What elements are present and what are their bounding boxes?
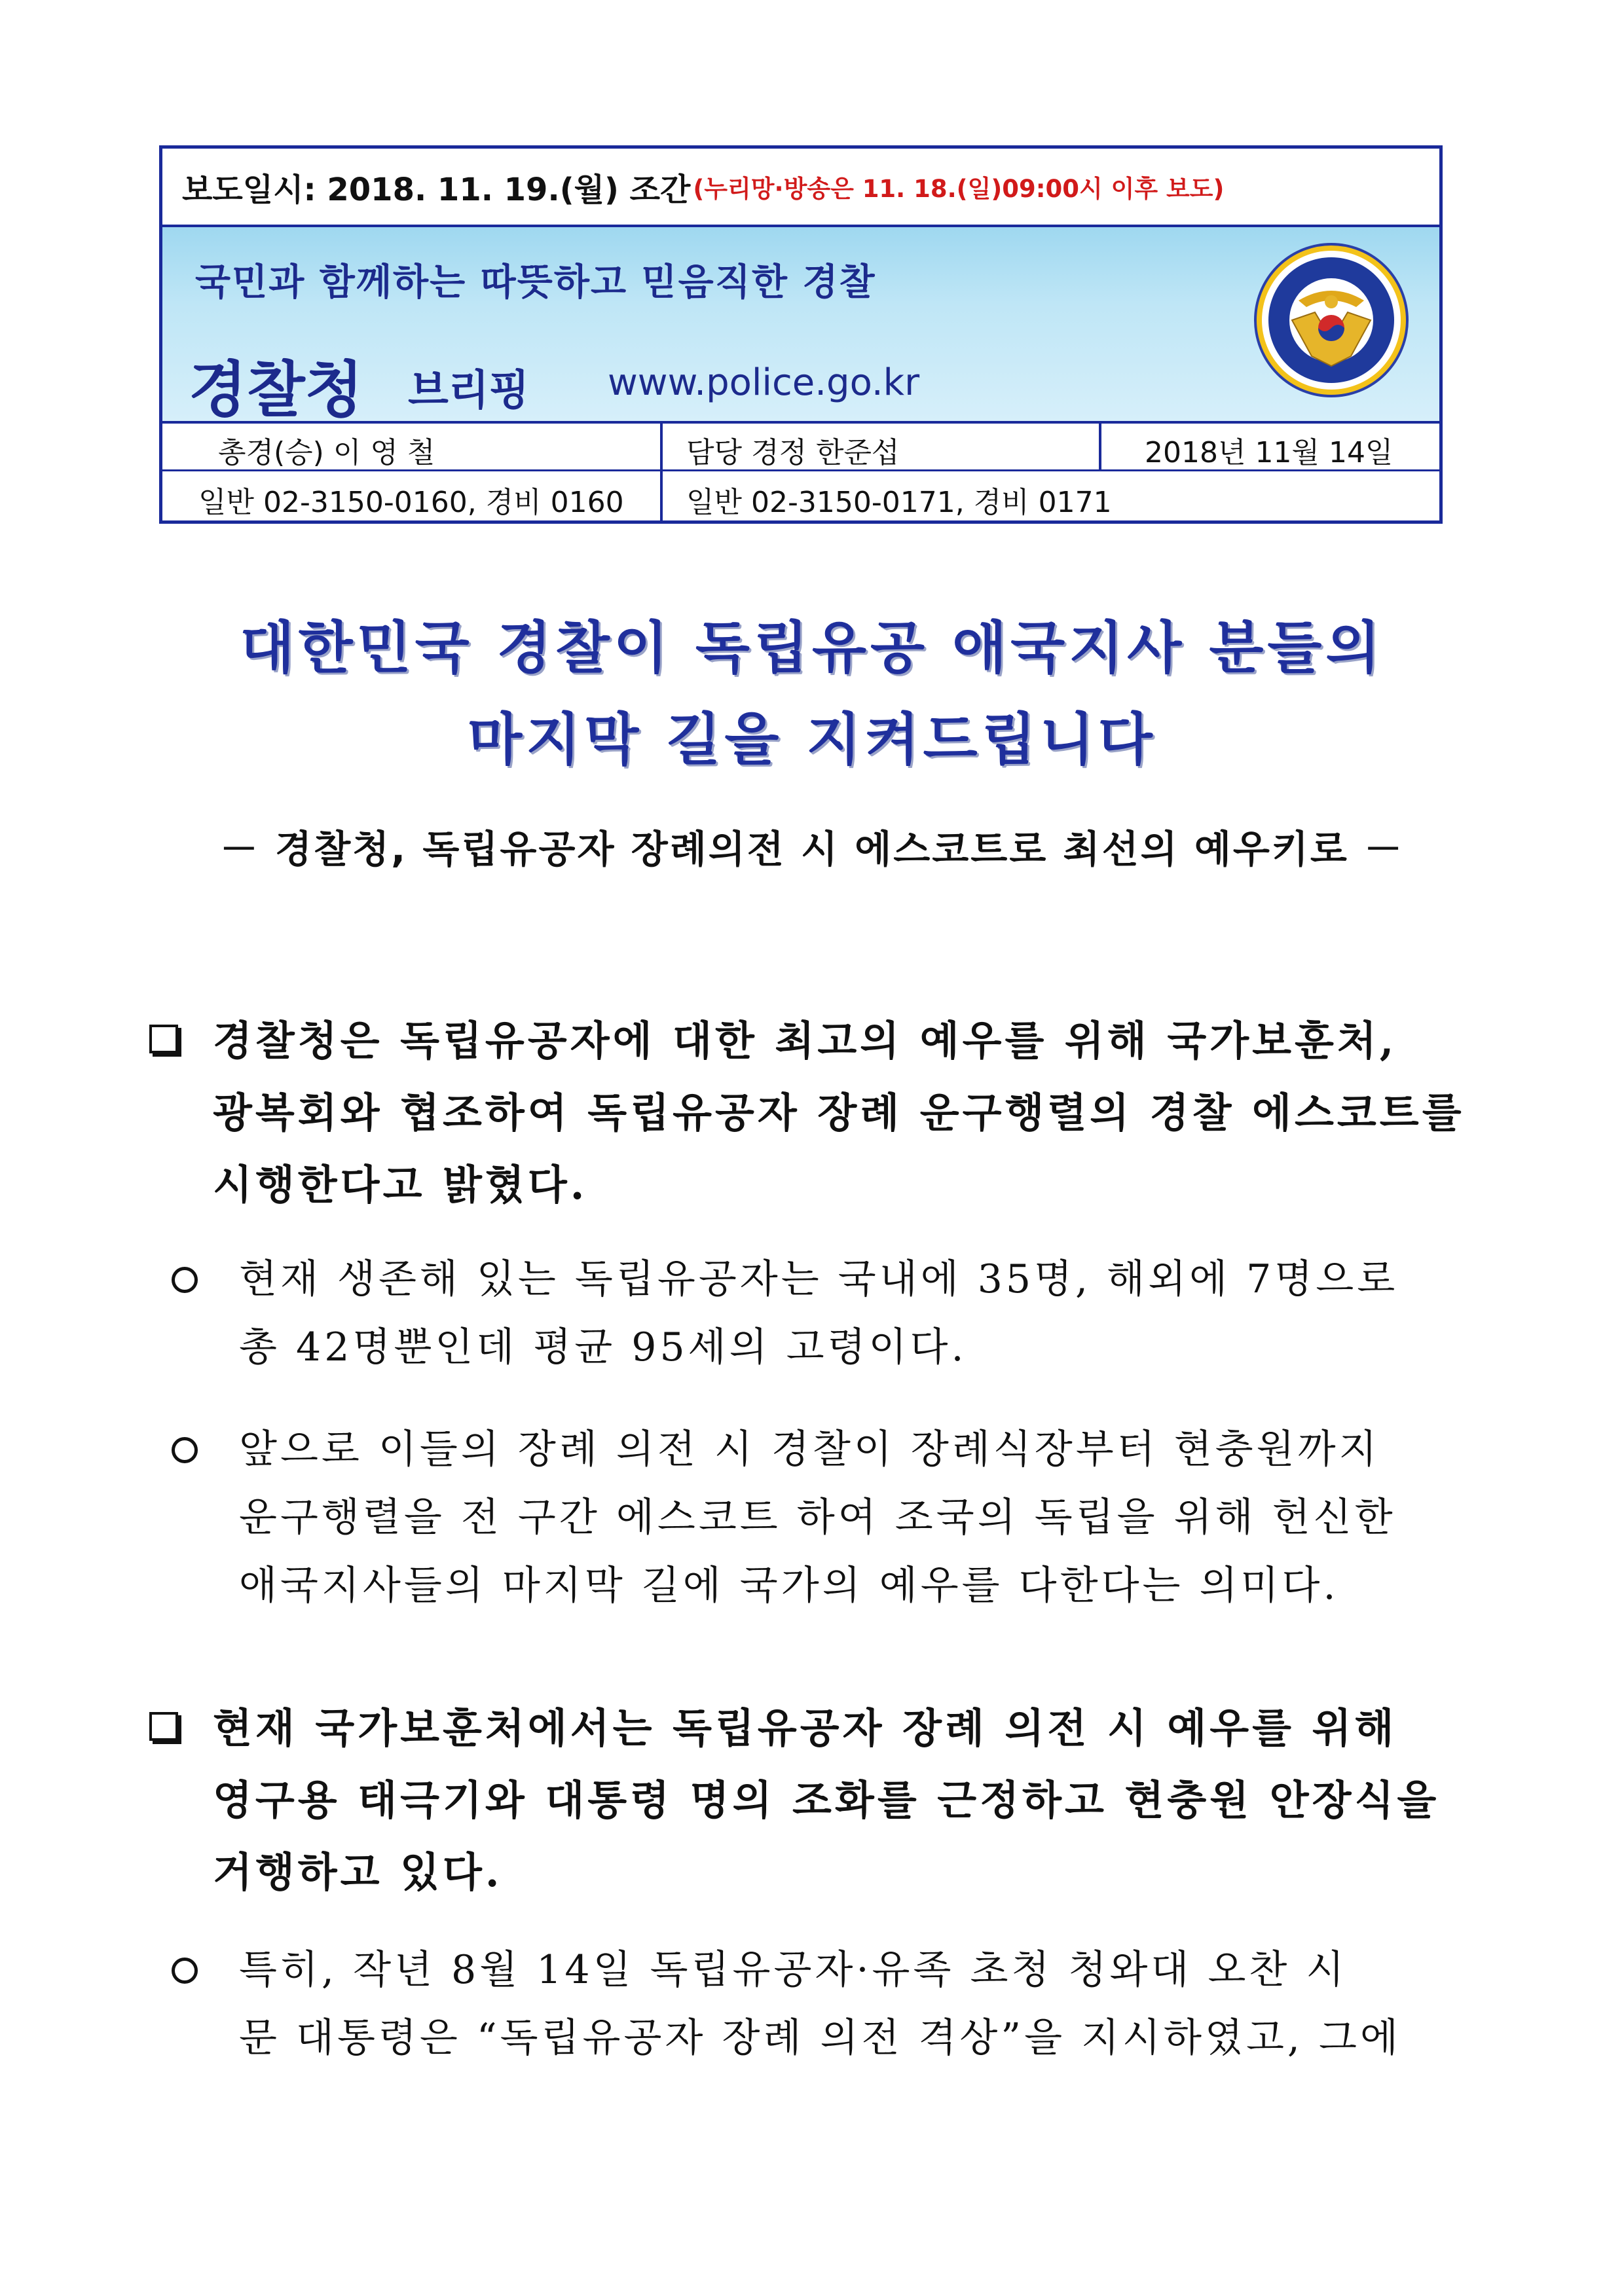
circle-bullet-icon [172, 1437, 198, 1463]
director-name: 총경(승) 이 영 철 [218, 436, 435, 469]
director-phone: 일반 02-3150-0160, 경비 0160 [198, 486, 624, 519]
paragraph-line: 애국지사들의 마지막 길에 국가의 예우를 다한다는 의미다. [239, 1563, 1339, 1609]
detail-paragraph [239, 1415, 1396, 1620]
paragraph-line: 문 대통령은 “독립유공자 장례 의전 격상”을 지시하였고, 그에 [239, 2015, 1401, 2061]
officer-phone: 일반 02-3150-0171, 경비 0171 [686, 486, 1112, 519]
briefing-label: 브리핑 [408, 367, 530, 415]
square-bullet-icon [149, 1025, 178, 1053]
paragraph-line: 현재 국가보훈처에서는 독립유공자 장례 의전 시 예우를 위해 [213, 1704, 1397, 1752]
detail-paragraph [239, 1936, 1401, 2072]
release-date-row [162, 149, 1439, 227]
paragraph-line: 현재 생존해 있는 독립유공자는 국내에 35명, 해외에 7명으로 [239, 1256, 1399, 1302]
paragraph-line: 앞으로 이들의 장례 의전 시 경찰이 장례식장부터 현충원까지 [239, 1427, 1380, 1472]
paragraph-line: 광복회와 협조하여 독립유공자 장례 운구행렬의 경찰 에스코트를 [213, 1089, 1465, 1137]
paragraph-line: 특히, 작년 8월 14일 독립유공자·유족 초청 청와대 오찬 시 [239, 1947, 1348, 1993]
contact-info-grid [162, 424, 1439, 520]
release-date: 보도일시: 2018. 11. 19.(월) 조간 [182, 171, 691, 208]
paragraph-line: 영구용 태극기와 대통령 명의 조화를 근정하고 현충원 안장식을 [213, 1776, 1440, 1824]
release-written-date: 2018년 11월 14일 [1145, 436, 1393, 469]
detail-paragraph [239, 1245, 1398, 1381]
headline-line-1: 대한민국 경찰이 독립유공 애국지사 분들의 [240, 615, 1384, 681]
subheadline: － 경찰청, 독립유공자 장례의전 시 에스코트로 최선의 예우키로 － [219, 827, 1405, 871]
section-paragraph [213, 1692, 1439, 1908]
paragraph-line: 총 42명뿐인데 평균 95세의 고령이다. [239, 1324, 967, 1370]
officer-name: 담당 경정 한준섭 [686, 436, 900, 469]
circle-bullet-icon [172, 1267, 198, 1293]
agency-name: 경찰청 [189, 355, 363, 425]
paragraph-line: 운구행렬을 전 구간 에스코트 하여 조국의 독립을 위해 헌신한 [239, 1495, 1396, 1540]
headline-line-2: 마지막 길을 지켜드립니다 [468, 707, 1156, 773]
broadcast-embargo-note: (누리망·방송은 11. 18.(일)09:00시 이후 보도) [693, 175, 1225, 203]
circle-bullet-icon [172, 1958, 198, 1984]
police-emblem-icon [1253, 242, 1410, 399]
paragraph-line: 시행한다고 밝혔다. [213, 1161, 588, 1209]
contact-divider [660, 424, 663, 520]
paragraph-line: 거행하고 있다. [213, 1848, 503, 1896]
section-paragraph [213, 1005, 1465, 1221]
contact-divider [1099, 424, 1101, 469]
agency-banner [162, 227, 1439, 424]
paragraph-line: 경찰청은 독립유공자에 대한 최고의 예우를 위해 국가보훈처, [213, 1017, 1397, 1065]
square-bullet-icon [149, 1712, 178, 1741]
agency-website: www.police.go.kr [608, 361, 920, 404]
press-release-header [159, 145, 1443, 524]
agency-slogan: 국민과 함께하는 따뜻하고 믿음직한 경찰 [195, 261, 876, 304]
